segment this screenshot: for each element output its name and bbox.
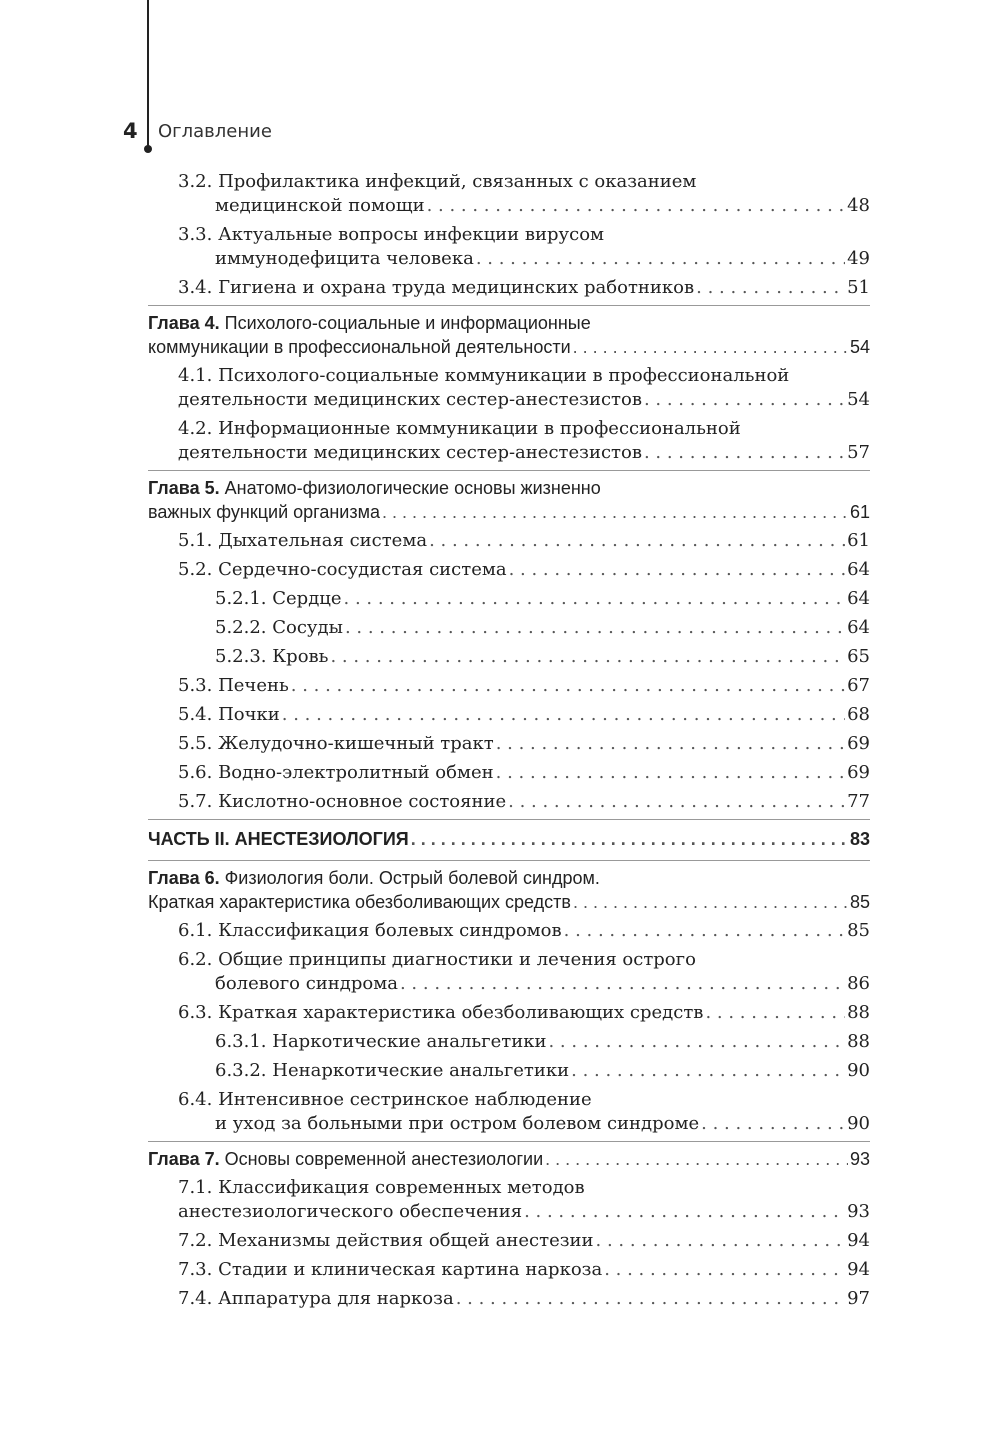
toc-page-number: 97	[847, 1288, 870, 1309]
toc-entry-text: 5.4. Почки	[178, 704, 280, 725]
toc-page-number: 90	[847, 1113, 870, 1134]
toc-entry-text: 6.3. Краткая характеристика обезболивающих средств	[178, 1002, 704, 1023]
chapter-title: коммуникации в профессиональной деятельности	[148, 337, 571, 357]
toc-chapter-5	[148, 470, 870, 524]
leader-dots	[496, 732, 845, 756]
toc-entry-6-2	[148, 948, 870, 996]
chapter-label: Глава 4.	[148, 313, 220, 333]
toc-entry-text: 5.2. Сердечно-сосудистая система	[178, 559, 507, 580]
toc-entry-5-2-1	[148, 587, 870, 611]
toc-entry-6-3-2	[148, 1059, 870, 1083]
toc-page-number: 68	[847, 704, 870, 725]
toc-page-number: 67	[847, 675, 870, 696]
toc-entry-6-3-1	[148, 1030, 870, 1054]
toc-entry-text: 5.1. Дыхательная система	[178, 530, 428, 551]
chapter-title: важных функций организма	[148, 502, 380, 522]
toc-entry-text: 5.3. Печень	[178, 675, 289, 696]
toc-page-number: 64	[847, 559, 870, 580]
toc-page-number: 57	[847, 442, 870, 463]
leader-dots	[411, 827, 848, 851]
toc-entry-6-1	[148, 919, 870, 943]
margin-dot	[144, 145, 152, 153]
toc-entry-3-4	[148, 276, 870, 300]
leader-dots	[456, 1287, 845, 1311]
margin-rule	[147, 0, 149, 148]
toc-entry-text: 4.1. Психолого-социальные коммуникации в профессиональной	[178, 365, 790, 386]
toc-entry-4-2	[148, 417, 870, 465]
leader-dots	[644, 388, 845, 412]
leader-dots	[496, 761, 845, 785]
leader-dots	[696, 276, 845, 300]
toc-entry-text: анестезиологического обеспечения	[178, 1201, 523, 1222]
toc-entry-text: 7.1. Классификация современных методов	[178, 1177, 585, 1198]
toc-entry-6-3	[148, 1001, 870, 1025]
leader-dots	[571, 1059, 845, 1083]
leader-dots	[548, 1030, 845, 1054]
leader-dots	[291, 674, 845, 698]
leader-dots	[705, 1001, 845, 1025]
toc-entry-text: 3.3. Актуальные вопросы инфекции вирусом	[178, 224, 605, 245]
toc-entry-5-2-2	[148, 616, 870, 640]
toc-page-number: 61	[849, 502, 870, 522]
running-header: Оглавление	[158, 121, 272, 142]
table-of-contents	[148, 170, 870, 1316]
leader-dots	[644, 441, 845, 465]
toc-entry-text: 4.2. Информационные коммуникации в профессиональной	[178, 418, 741, 439]
toc-entry-text: 3.4. Гигиена и охрана труда медицинских работников	[178, 277, 695, 298]
toc-entry-text: 5.6. Водно-электролитный обмен	[178, 762, 494, 783]
chapter-label: Глава 5.	[148, 478, 220, 498]
leader-dots	[382, 500, 848, 524]
toc-entry-5-4	[148, 703, 870, 727]
leader-dots	[604, 1258, 845, 1282]
chapter-label: Глава 7.	[148, 1149, 220, 1169]
toc-page-number: 88	[847, 1031, 870, 1052]
leader-dots	[429, 529, 845, 553]
toc-entry-5-3	[148, 674, 870, 698]
toc-page-number: 48	[847, 195, 870, 216]
toc-entry-text: деятельности медицинских сестер-анестезистов	[178, 389, 642, 410]
leader-dots	[524, 1200, 845, 1224]
toc-page-number: 64	[847, 617, 870, 638]
toc-chapter-7	[148, 1141, 870, 1171]
toc-entry-4-1	[148, 364, 870, 412]
toc-entry-7-2	[148, 1229, 870, 1253]
toc-page-number: 54	[847, 389, 870, 410]
toc-entry-text: 6.1. Классификация болевых синдромов	[178, 920, 562, 941]
toc-entry-5-7	[148, 790, 870, 814]
leader-dots	[508, 790, 845, 814]
toc-entry-6-4	[148, 1088, 870, 1136]
leader-dots	[400, 972, 845, 996]
toc-page-number: 83	[849, 829, 870, 849]
toc-entry-text: 5.5. Желудочно-кишечный тракт	[178, 733, 494, 754]
toc-entry-text: 6.2. Общие принципы диагностики и лечения острого	[178, 949, 696, 970]
chapter-title: Физиология боли. Острый болевой синдром.	[224, 868, 600, 888]
toc-page-number: 61	[847, 530, 870, 551]
leader-dots	[476, 247, 845, 271]
toc-page-number: 51	[847, 277, 870, 298]
toc-entry-5-2	[148, 558, 870, 582]
page-number: 4	[123, 119, 138, 143]
toc-page-number: 54	[849, 337, 870, 357]
toc-part-2	[148, 819, 870, 851]
leader-dots	[282, 703, 845, 727]
toc-entry-text: 3.2. Профилактика инфекций, связанных с оказанием	[178, 171, 697, 192]
toc-entry-text: 5.7. Кислотно-основное состояние	[178, 791, 507, 812]
toc-entry-text: 7.4. Аппаратура для наркоза	[178, 1288, 454, 1309]
leader-dots	[427, 194, 846, 218]
toc-page-number: 49	[847, 248, 870, 269]
leader-dots	[701, 1112, 845, 1136]
leader-dots	[573, 335, 848, 359]
toc-page-number: 85	[847, 920, 870, 941]
toc-entry-7-4	[148, 1287, 870, 1311]
toc-page-number: 88	[847, 1002, 870, 1023]
leader-dots	[564, 919, 845, 943]
toc-page-number: 93	[849, 1149, 870, 1169]
toc-entry-text: 5.2.3. Кровь	[215, 646, 329, 667]
toc-entry-3-3	[148, 223, 870, 271]
toc-entry-5-2-3	[148, 645, 870, 669]
toc-entry-7-3	[148, 1258, 870, 1282]
chapter-title: Основы современной анестезиологии	[224, 1149, 544, 1169]
leader-dots	[596, 1229, 846, 1253]
toc-entry-text: 7.2. Механизмы действия общей анестезии	[178, 1230, 594, 1251]
leader-dots	[573, 890, 848, 914]
toc-entry-text: и уход за больными при остром болевом синдроме	[215, 1113, 700, 1134]
chapter-title: Анатомо-физиологические основы жизненно	[224, 478, 601, 498]
leader-dots	[545, 1147, 848, 1171]
toc-page-number: 65	[847, 646, 870, 667]
toc-page-number: 77	[847, 791, 870, 812]
toc-page-number: 93	[847, 1201, 870, 1222]
toc-page-number: 94	[847, 1259, 870, 1280]
toc-entry-text: 7.3. Стадии и клиническая картина наркоза	[178, 1259, 603, 1280]
leader-dots	[344, 587, 846, 611]
toc-entry-text: иммунодефицита человека	[215, 248, 474, 269]
toc-chapter-4	[148, 305, 870, 359]
toc-entry-3-2	[148, 170, 870, 218]
toc-entry-5-6	[148, 761, 870, 785]
leader-dots	[330, 645, 845, 669]
toc-entry-7-1	[148, 1176, 870, 1224]
toc-page-number: 69	[847, 762, 870, 783]
chapter-label: Глава 6.	[148, 868, 220, 888]
toc-page-number: 64	[847, 588, 870, 609]
toc-entry-text: 6.3.2. Ненаркотические анальгетики	[215, 1060, 570, 1081]
toc-chapter-6	[148, 860, 870, 914]
leader-dots	[345, 616, 845, 640]
toc-entry-5-1	[148, 529, 870, 553]
toc-entry-text: медицинской помощи	[215, 195, 425, 216]
toc-page-number: 69	[847, 733, 870, 754]
toc-page-number: 86	[847, 973, 870, 994]
toc-page-number: 90	[847, 1060, 870, 1081]
toc-entry-text: болевого синдрома	[215, 973, 398, 994]
toc-entry-text: 6.3.1. Наркотические анальгетики	[215, 1031, 547, 1052]
leader-dots	[509, 558, 846, 582]
toc-page-number: 85	[849, 892, 870, 912]
toc-entry-text: деятельности медицинских сестер-анестезистов	[178, 442, 642, 463]
toc-entry-text: 5.2.2. Сосуды	[215, 617, 343, 638]
part-title: ЧАСТЬ II. АНЕСТЕЗИОЛОГИЯ	[148, 829, 409, 849]
toc-entry-text: 6.4. Интенсивное сестринское наблюдение	[178, 1089, 592, 1110]
chapter-title: Психолого-социальные и информационные	[224, 313, 591, 333]
toc-page-number: 94	[847, 1230, 870, 1251]
toc-entry-text: 5.2.1. Сердце	[215, 588, 342, 609]
toc-entry-5-5	[148, 732, 870, 756]
chapter-title: Краткая характеристика обезболивающих средств	[148, 892, 571, 912]
